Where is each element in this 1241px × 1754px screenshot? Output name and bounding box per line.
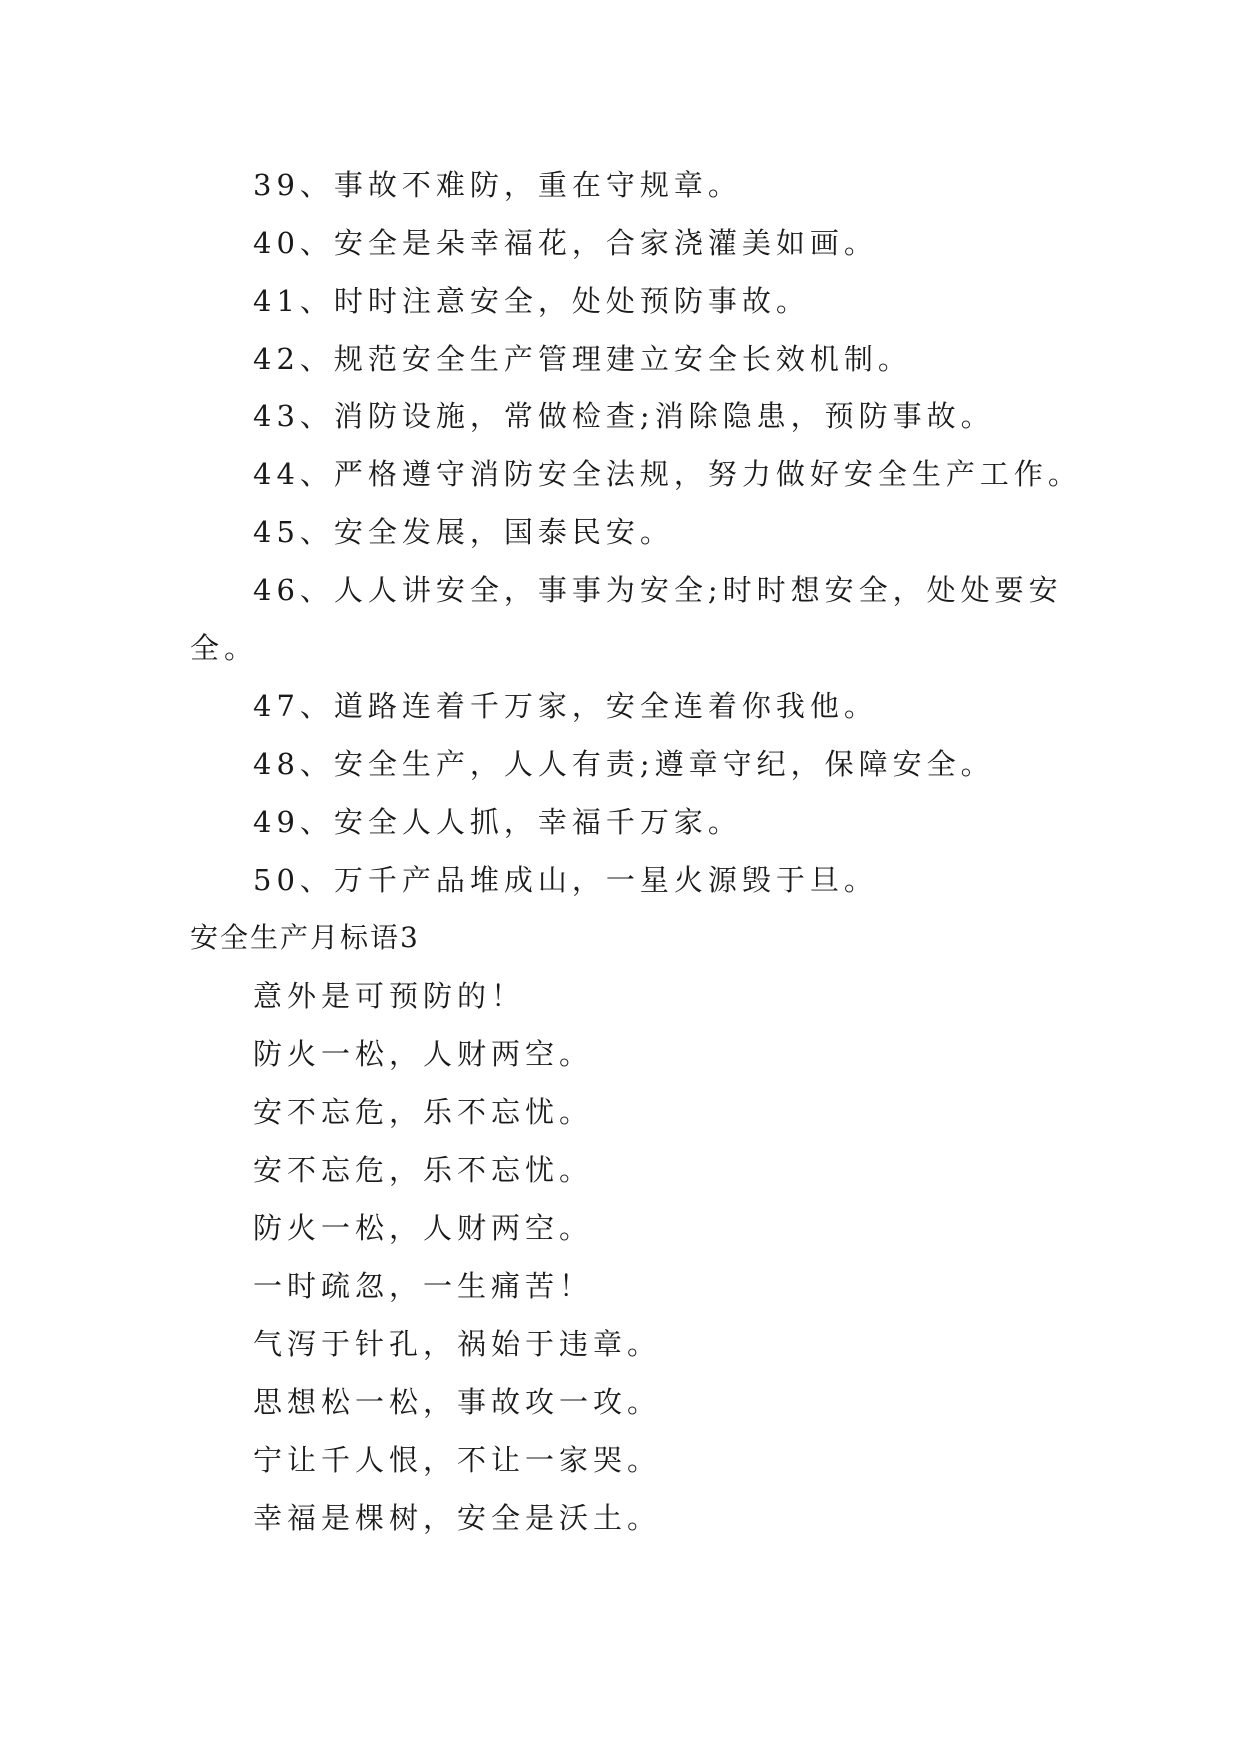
slogan-40: 40、安全是朵幸福花，合家浇灌美如画。 <box>253 226 878 260</box>
slogan-item: 气泻于针孔，祸始于违章。 <box>253 1327 662 1361</box>
slogan-item: 幸福是棵树，安全是沃土。 <box>253 1501 662 1535</box>
slogan-47: 47、道路连着千万家，安全连着你我他。 <box>253 689 878 723</box>
slogan-item: 宁让千人恨，不让一家哭。 <box>253 1443 662 1477</box>
slogan-item: 意外是可预防的！ <box>253 979 526 1013</box>
slogan-item: 思想松一松，事故攻一攻。 <box>253 1385 662 1419</box>
slogan-item: 防火一松，人财两空。 <box>253 1037 594 1071</box>
slogan-44: 44、严格遵守消防安全法规，努力做好安全生产工作。 <box>253 457 1082 491</box>
slogan-41: 41、时时注意安全，处处预防事故。 <box>253 284 810 318</box>
slogan-43: 43、消防设施，常做检查;消除隐患，预防事故。 <box>253 399 995 433</box>
section-title: 安全生产月标语3 <box>190 921 420 954</box>
slogan-item: 一时疏忽，一生痛苦！ <box>253 1269 594 1303</box>
slogan-46: 46、人人讲安全，事事为安全;时时想安全，处处要安 <box>253 573 1063 607</box>
slogan-item: 安不忘危，乐不忘忧。 <box>253 1153 594 1187</box>
slogan-45: 45、安全发展，国泰民安。 <box>253 515 674 549</box>
slogan-48: 48、安全生产，人人有责;遵章守纪，保障安全。 <box>253 747 995 781</box>
slogan-item: 安不忘危，乐不忘忧。 <box>253 1095 594 1129</box>
slogan-42: 42、规范安全生产管理建立安全长效机制。 <box>253 342 912 376</box>
slogan-46-continuation: 全。 <box>190 631 259 665</box>
slogan-39: 39、事故不难防，重在守规章。 <box>253 168 742 202</box>
slogan-50: 50、万千产品堆成山，一星火源毁于旦。 <box>253 863 878 897</box>
slogan-49: 49、安全人人抓，幸福千万家。 <box>253 805 742 839</box>
slogan-item: 防火一松，人财两空。 <box>253 1211 594 1245</box>
